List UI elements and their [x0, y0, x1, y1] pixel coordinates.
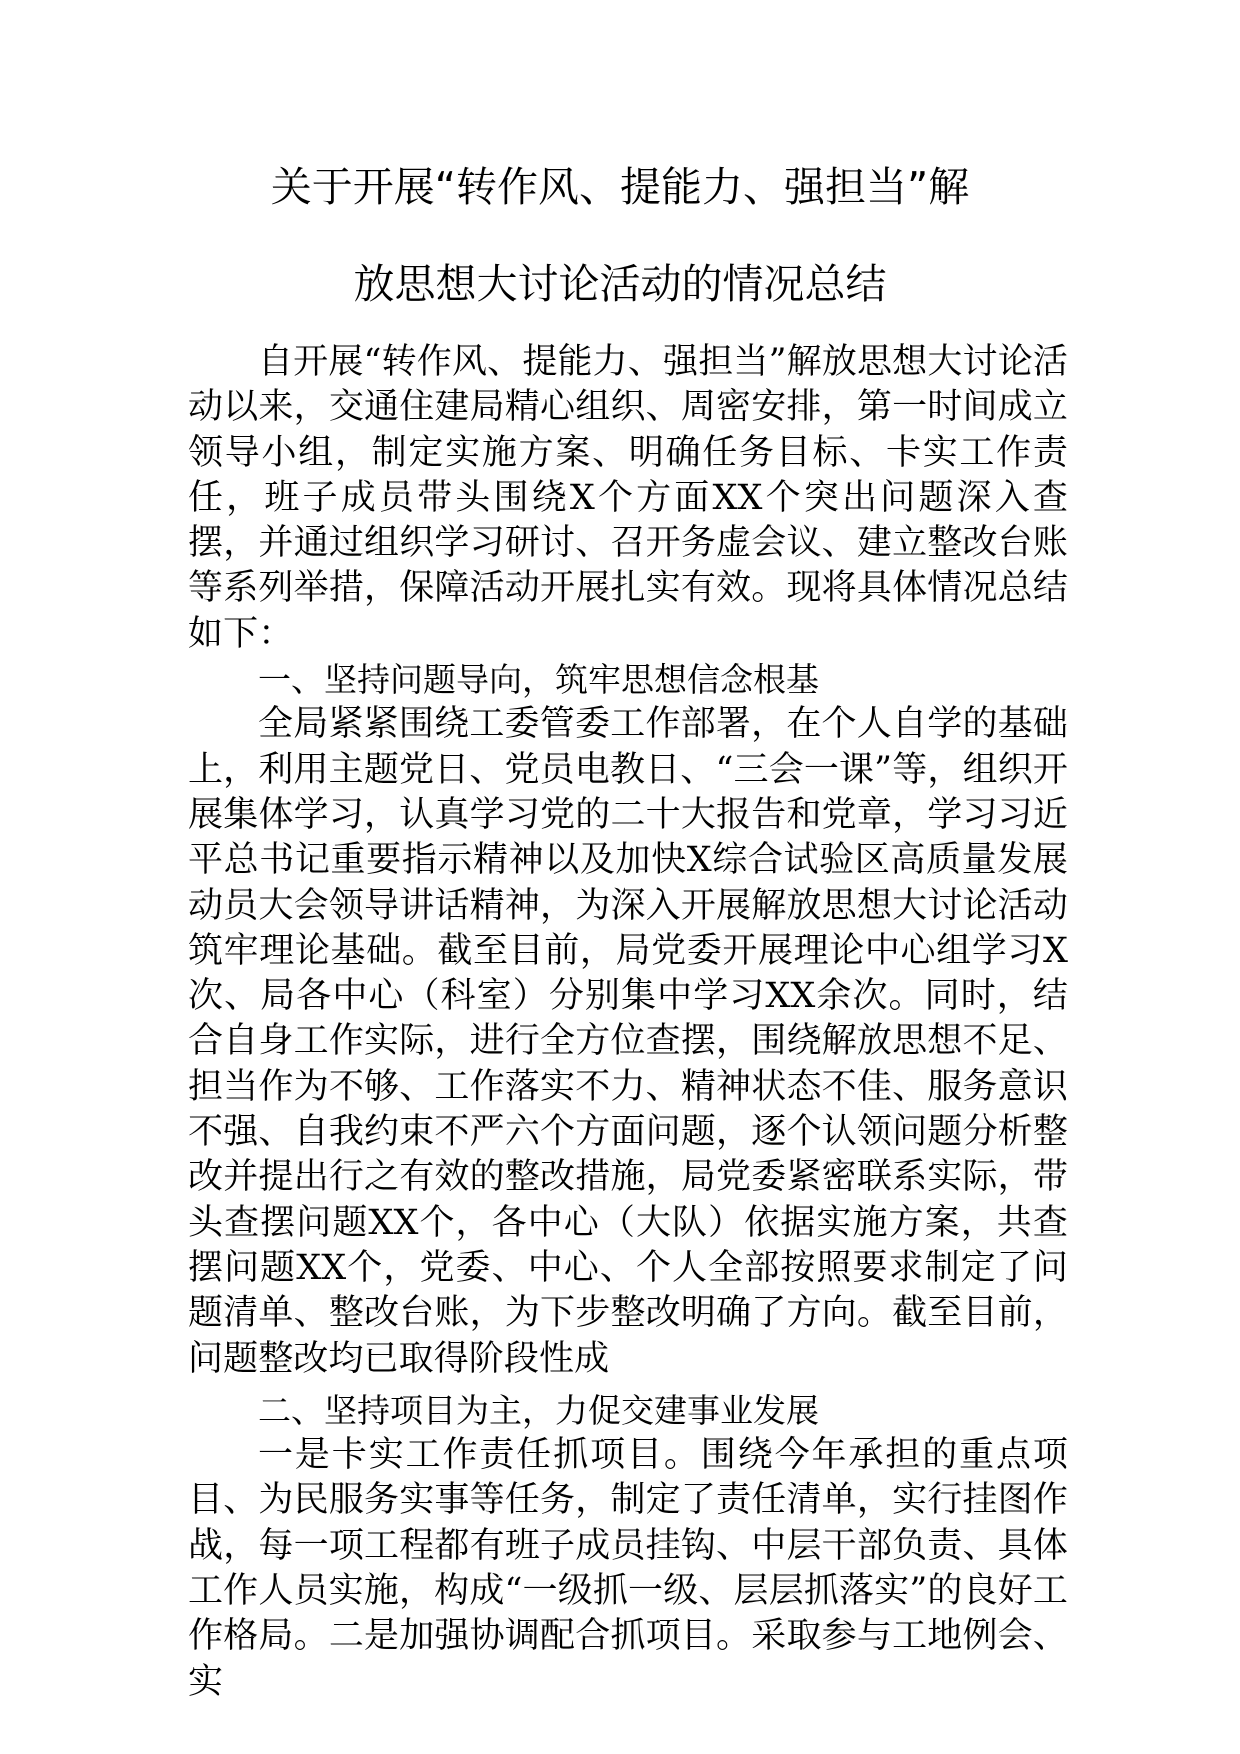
title-line-2: 放思想大讨论活动的情况总结 — [353, 260, 887, 308]
section-1-heading: 一、坚持问题导向，筑牢思想信念根基 — [258, 660, 819, 700]
document-title — [150, 165, 1090, 307]
section-1-paragraph: 全局紧紧围绕工委管委工作部署，在个人自学的基础上，利用主题党日、党员电教日、“三会一课”等，组织开展集体学习，认真学习党的二十大报告和党章，学习习近平总书记重要指示精神以及加快X综合试验区高质量发展动员大会领导讲话精神，为深入开展解放思想大讨论活动筑牢理论基础。截至目前，局党委开展理论中心组学习X次、局各中心（科室）分别集中学习XX余次。同时，结合自身工作实际，进行全方位查摆，围绕解放思想不足、担当作为不够、工作落实不力、精神状态不佳、服务意识不强、自我约束不严六个方面问题，逐个认领问题分析整改并提出行之有效的整改措施，局党委紧密联系实际，带头查摆问题XX个，各中心（大队）依据实施方案，共查摆问题XX个，党委、中心、个人全部按照要求制定了问题清单、整改台账，为下步整改明确了方向。截至目前，问题整改均已取得阶段性成 — [188, 704, 1068, 1379]
intro-paragraph: 自开展“转作风、提能力、强担当”解放思想大讨论活动以来，交通住建局精心组织、周密安排，第一时间成立领导小组，制定实施方案、明确任务目标、卡实工作责任，班子成员带头围绕X个方面XX个突出问题深入查摆，并通过组织学习研讨、召开务虚会议、建立整改台账等系列举措，保障活动开展扎实有效。现将具体情况总结如下： — [188, 342, 1068, 654]
title-line-1: 关于开展“转作风、提能力、强担当”解 — [270, 163, 970, 211]
section-2-paragraph: 一是卡实工作责任抓项目。围绕今年承担的重点项目、为民服务实事等任务，制定了责任清单，实行挂图作战，每一项工程都有班子成员挂钩、中层干部负责、具体工作人员实施，构成“一级抓一级、层层抓落实”的良好工作格局。二是加强协调配合抓项目。采取参与工地例会、实 — [188, 1435, 1068, 1702]
document-body — [188, 340, 1068, 1705]
section-2-heading: 二、坚持项目为主，力促交建事业发展 — [258, 1390, 819, 1430]
